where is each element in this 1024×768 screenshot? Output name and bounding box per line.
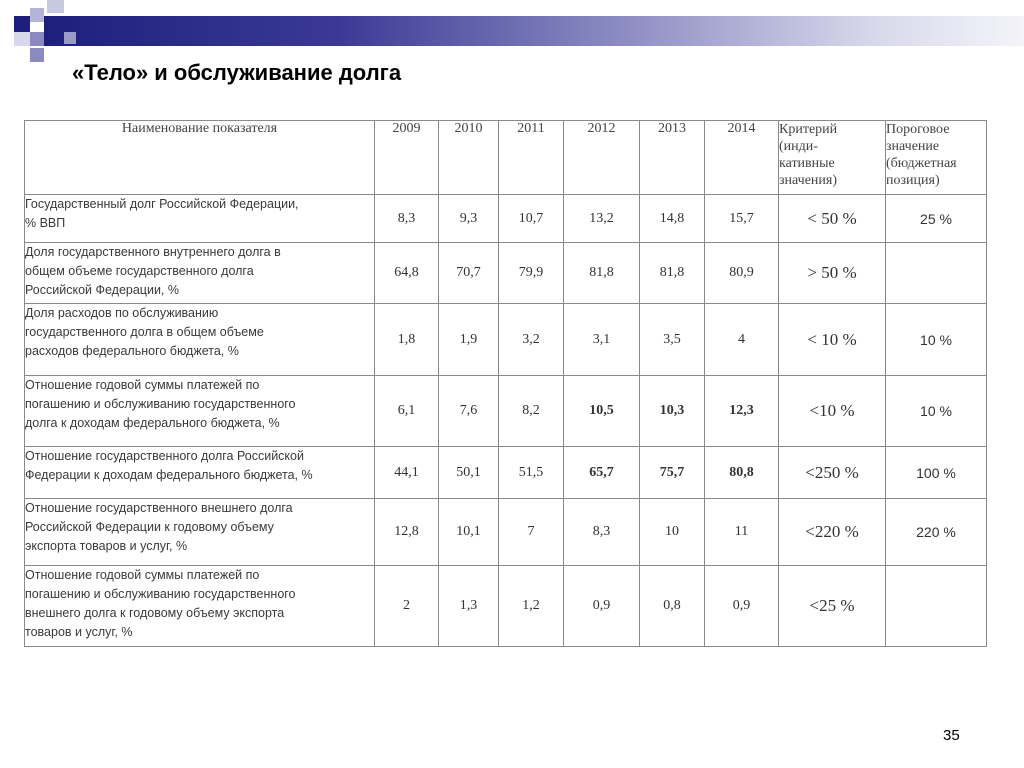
indicator-name-line: долга к доходам федерального бюджета, % xyxy=(25,416,280,430)
decor-square-mid xyxy=(30,32,44,46)
value-cell: 8,3 xyxy=(375,195,439,243)
threshold-cell: 10 % xyxy=(886,304,987,376)
table-row xyxy=(25,566,987,647)
criterion-cell: < 50 % xyxy=(779,195,886,243)
indicator-name-line: Российской Федерации к годовому объему xyxy=(25,520,274,534)
header-year: 2012 xyxy=(564,121,640,195)
decor-square-light xyxy=(14,32,30,46)
value-cell: 9,3 xyxy=(439,195,499,243)
threshold-cell: 220 % xyxy=(886,499,987,566)
table-row xyxy=(25,243,987,304)
page-number: 35 xyxy=(943,727,960,744)
header-criterion-line: значения) xyxy=(779,173,838,188)
threshold-cell: 10 % xyxy=(886,376,987,447)
indicator-name-line: Российской Федерации, % xyxy=(25,283,179,297)
value-cell: 13,2 xyxy=(564,195,640,243)
indicator-name-line: % ВВП xyxy=(25,216,66,230)
table-row xyxy=(25,195,987,243)
criterion-cell: <220 % xyxy=(779,499,886,566)
indicator-name-line: экспорта товаров и услуг, % xyxy=(25,539,188,553)
indicator-name-line: Государственный долг Российской Федерации, xyxy=(25,197,299,211)
table-row xyxy=(25,376,987,447)
indicator-name-line: погашению и обслуживанию государственного xyxy=(25,587,296,601)
value-cell: 7,6 xyxy=(439,376,499,447)
value-cell: 0,8 xyxy=(640,566,705,647)
header-threshold xyxy=(886,121,987,195)
criterion-cell: <250 % xyxy=(779,447,886,499)
value-cell: 10,5 xyxy=(564,376,640,447)
table-row xyxy=(25,447,987,499)
debt-indicators-table xyxy=(24,120,987,647)
indicator-name-line: общем объеме государственного долга xyxy=(25,264,254,278)
header-threshold-line: Пороговое xyxy=(886,122,950,137)
decor-square-mid xyxy=(64,32,76,44)
threshold-cell xyxy=(886,566,987,647)
value-cell: 8,3 xyxy=(564,499,640,566)
header-year: 2011 xyxy=(499,121,564,195)
indicator-name xyxy=(25,195,375,243)
indicator-name-line: погашению и обслуживанию государственного xyxy=(25,397,296,411)
indicator-name-line: расходов федерального бюджета, % xyxy=(25,344,239,358)
value-cell: 3,2 xyxy=(499,304,564,376)
header-criterion xyxy=(779,121,886,195)
indicator-name-line: Отношение государственного долга Российской xyxy=(25,449,304,463)
value-cell: 3,1 xyxy=(564,304,640,376)
value-cell: 70,7 xyxy=(439,243,499,304)
value-cell: 65,7 xyxy=(564,447,640,499)
indicator-name xyxy=(25,566,375,647)
indicator-name-line: товаров и услуг, % xyxy=(25,625,133,639)
value-cell: 79,9 xyxy=(499,243,564,304)
value-cell: 12,8 xyxy=(375,499,439,566)
header-criterion-line: (инди- xyxy=(779,139,818,154)
value-cell: 51,5 xyxy=(499,447,564,499)
value-cell: 7 xyxy=(499,499,564,566)
value-cell: 1,9 xyxy=(439,304,499,376)
value-cell: 15,7 xyxy=(705,195,779,243)
value-cell: 81,8 xyxy=(640,243,705,304)
indicator-name-line: Доля расходов по обслуживанию xyxy=(25,306,219,320)
value-cell: 4 xyxy=(705,304,779,376)
value-cell: 1,2 xyxy=(499,566,564,647)
table-row xyxy=(25,304,987,376)
value-cell: 80,8 xyxy=(705,447,779,499)
indicator-name-line: государственного долга в общем объеме xyxy=(25,325,264,339)
criterion-cell: <25 % xyxy=(779,566,886,647)
header-threshold-line: (бюджетная xyxy=(886,156,957,171)
indicator-name-line: Отношение государственного внешнего долга xyxy=(25,501,293,515)
header-indicator-name: Наименование показателя xyxy=(25,121,375,195)
header-criterion-line: кативные xyxy=(779,156,835,171)
value-cell: 12,3 xyxy=(705,376,779,447)
header-threshold-line: значение xyxy=(886,139,940,154)
value-cell: 8,2 xyxy=(499,376,564,447)
indicator-name-line: Отношение годовой суммы платежей по xyxy=(25,378,260,392)
value-cell: 1,8 xyxy=(375,304,439,376)
header-criterion-line: Критерий xyxy=(779,122,838,137)
header-row xyxy=(25,121,987,195)
value-cell: 6,1 xyxy=(375,376,439,447)
decor-square-light xyxy=(30,8,44,22)
value-cell: 80,9 xyxy=(705,243,779,304)
table-row xyxy=(25,499,987,566)
threshold-cell xyxy=(886,243,987,304)
value-cell: 50,1 xyxy=(439,447,499,499)
header-year: 2014 xyxy=(705,121,779,195)
value-cell: 75,7 xyxy=(640,447,705,499)
indicator-name xyxy=(25,243,375,304)
indicator-name xyxy=(25,304,375,376)
criterion-cell: <10 % xyxy=(779,376,886,447)
value-cell: 10 xyxy=(640,499,705,566)
value-cell: 0,9 xyxy=(564,566,640,647)
value-cell: 10,1 xyxy=(439,499,499,566)
value-cell: 81,8 xyxy=(564,243,640,304)
indicator-name-line: внешнего долга к годовому объему экспорта xyxy=(25,606,285,620)
header-year: 2009 xyxy=(375,121,439,195)
value-cell: 3,5 xyxy=(640,304,705,376)
indicator-name-line: Доля государственного внутреннего долга в xyxy=(25,245,281,259)
threshold-cell: 100 % xyxy=(886,447,987,499)
value-cell: 10,3 xyxy=(640,376,705,447)
value-cell: 10,7 xyxy=(499,195,564,243)
header-gradient-bar xyxy=(44,16,1024,46)
value-cell: 11 xyxy=(705,499,779,566)
value-cell: 1,3 xyxy=(439,566,499,647)
header-year: 2013 xyxy=(640,121,705,195)
decor-square-light xyxy=(47,0,64,13)
decor-square-mid xyxy=(30,48,44,62)
value-cell: 2 xyxy=(375,566,439,647)
indicator-name-line: Федерации к доходам федерального бюджета, % xyxy=(25,468,313,482)
value-cell: 44,1 xyxy=(375,447,439,499)
value-cell: 0,9 xyxy=(705,566,779,647)
indicator-name-line: Отношение годовой суммы платежей по xyxy=(25,568,260,582)
value-cell: 14,8 xyxy=(640,195,705,243)
header-threshold-line: позиция) xyxy=(886,173,940,188)
slide-title: «Тело» и обслуживание долга xyxy=(72,60,402,85)
header-year: 2010 xyxy=(439,121,499,195)
indicator-name xyxy=(25,376,375,447)
threshold-cell: 25 % xyxy=(886,195,987,243)
indicator-name xyxy=(25,447,375,499)
decor-square-dark xyxy=(14,16,30,32)
criterion-cell: < 10 % xyxy=(779,304,886,376)
value-cell: 64,8 xyxy=(375,243,439,304)
indicator-name xyxy=(25,499,375,566)
criterion-cell: > 50 % xyxy=(779,243,886,304)
